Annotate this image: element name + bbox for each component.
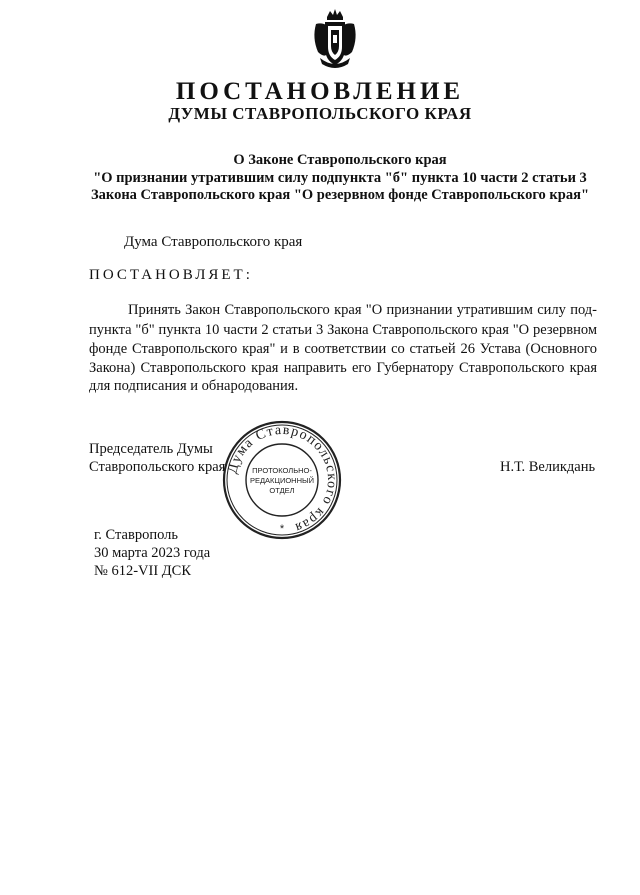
coat-of-arms-icon: [310, 8, 360, 70]
paragraph-line: пункта "б" пункта 10 части 2 статьи 3 Закона Ставропольского края "О резервном: [89, 322, 597, 338]
seal-star-icon: *: [279, 523, 285, 535]
signer-position-line-1: Председатель Думы: [89, 441, 213, 457]
document-subtitle: ДУМЫ СТАВРОПОЛЬСКОГО КРАЯ: [168, 104, 472, 123]
document-title: ПОСТАНОВЛЕНИЕ: [175, 78, 465, 105]
subject-line-2: "О признании утратившим силу подпункта "б" пункта 10 части 2 статьи 3: [93, 170, 587, 186]
signer-name: Н.Т. Великдань: [500, 459, 596, 475]
paragraph-line: для подписания и обнародования.: [89, 378, 299, 394]
seal-center-line-3: ОТДЕЛ: [269, 486, 295, 495]
subject-line-1: О Законе Ставропольского края: [233, 152, 447, 168]
seal-ring-text: Дума Ставропольского края: [225, 422, 340, 536]
seal-center-line-2: РЕДАКЦИОННЫЙ: [249, 476, 315, 485]
seal-center-line-1: ПРОТОКОЛЬНО-: [252, 466, 312, 475]
issue-date: 30 марта 2023 года: [94, 545, 211, 561]
issue-city: г. Ставрополь: [94, 527, 179, 543]
document-number: № 612-VII ДСК: [94, 563, 192, 579]
paragraph-line: фонде Ставропольского края" и в соответствии со статьей 26 Устава (Основного: [89, 341, 597, 357]
signer-position-line-2: Ставропольского края: [89, 459, 226, 475]
official-seal: [221, 419, 343, 541]
paragraph-line: Закона) Ставропольского края направить его Губернатору Ставропольского края: [89, 360, 597, 376]
subject-line-3: Закона Ставропольского края "О резервном фонде Ставропольского края": [91, 187, 589, 203]
resolves-heading: ПОСТАНОВЛЯЕТ:: [89, 267, 253, 283]
paragraph-line: Принять Закон Ставропольского края "О признании утратившим силу под-: [128, 302, 597, 318]
issuer-text: Дума Ставропольского края: [124, 234, 303, 250]
